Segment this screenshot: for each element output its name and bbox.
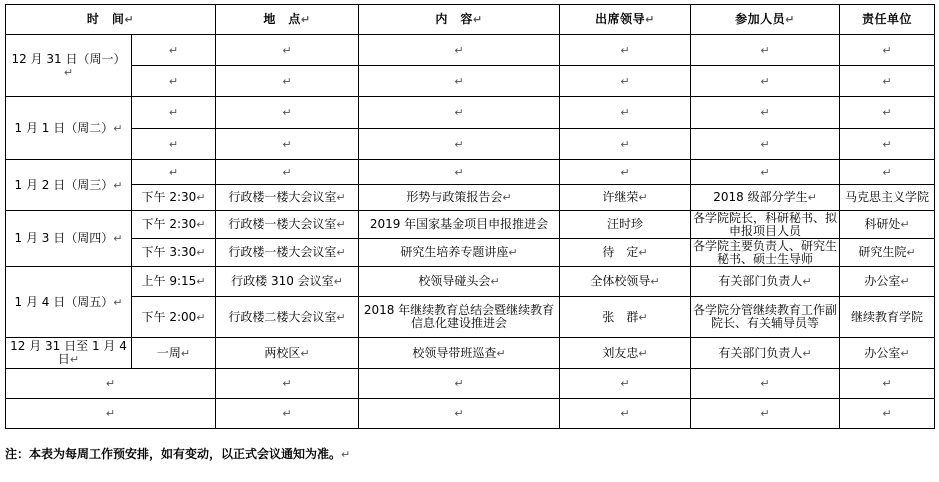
table-row: ↵ ↵ ↵ ↵ ↵ ↵ [6,369,935,399]
event-participants: 各学院院长，科研秘书、拟申报项目人员 [691,211,840,239]
event-content: 2018 年继续教育总结会暨继续教育信息化建设推进会 [359,297,560,338]
event-participants: 2018 级部分学生↵ [691,185,840,211]
table-row [6,338,935,369]
day-label: 1 月 1 日（周二）↵ [6,97,132,160]
event-participants: 各学院主要负责人、研究生秘书、硕士生导师 [691,239,840,267]
event-place: 行政楼一楼大会议室↵ [216,211,359,239]
table-row: ↵ ↵ ↵ ↵ ↵ ↵ [6,399,935,429]
header-content: 内 容↵ [359,5,560,35]
header-leader: 出席领导↵ [560,5,691,35]
event-unit: 办公室↵ [840,267,935,297]
table-row: 1 月 1 日（周二）↵ ↵ ↵ ↵ ↵ ↵ ↵ [6,97,935,129]
event-unit: 马克思主义学院 [840,185,935,211]
table-row: ↵ ↵ ↵ ↵ ↵ ↵ [6,129,935,160]
event-content: 形势与政策报告会↵ [359,185,560,211]
event-leader: 汪时珍 [560,211,691,239]
header-row [6,5,935,35]
event-participants: 有关部门负责人↵ [691,338,840,369]
event-time: 下午 2:00↵ [132,297,216,338]
event-unit: 研究生院↵ [840,239,935,267]
table-row [6,267,935,297]
table-row [6,297,935,338]
event-time: 上午 9:15↵ [132,267,216,297]
table-row [6,211,935,239]
event-place: 行政楼一楼大会议室↵ [216,239,359,267]
header-participants: 参加人员↵ [691,5,840,35]
table-row: ↵ ↵ ↵ ↵ ↵ ↵ [6,66,935,97]
event-place: 两校区↵ [216,338,359,369]
event-participants: 有关部门负责人↵ [691,267,840,297]
event-time: 下午 3:30↵ [132,239,216,267]
event-leader: 全体校领导↵ [560,267,691,297]
event-time: 下午 2:30↵ [132,185,216,211]
event-content: 2019 年国家基金项目申报推进会 [359,211,560,239]
event-place: 行政楼一楼大会议室↵ [216,185,359,211]
event-leader: 待 定↵ [560,239,691,267]
event-content: 研究生培养专题讲座↵ [359,239,560,267]
header-place: 地 点↵ [216,5,359,35]
table-row [6,239,935,267]
weekly-schedule-table [5,4,935,429]
event-place: 行政楼 310 会议室↵ [216,267,359,297]
event-content: 校领导带班巡查↵ [359,338,560,369]
event-unit: 继续教育学院 [840,297,935,338]
event-content: 校领导碰头会↵ [359,267,560,297]
event-time: 一周↵ [132,338,216,369]
event-leader: 刘友忠↵ [560,338,691,369]
event-leader: 张 群↵ [560,297,691,338]
day-label: 1 月 4 日（周五）↵ [6,267,132,338]
header-unit: 责任单位 [840,5,935,35]
event-unit: 科研处↵ [840,211,935,239]
day-label: 12 月 31 日（周一）↵ [6,35,132,97]
event-participants: 各学院分管继续教育工作副院长、有关辅导员等 [691,297,840,338]
footnote: 注：本表为每周工作预安排，如有变动，以正式会议通知为准。↵ [5,447,351,461]
event-time: 下午 2:30↵ [132,211,216,239]
table-row [6,185,935,211]
event-unit: 办公室↵ [840,338,935,369]
header-time: 时 间↵ [6,5,216,35]
day-label: 12 月 31 日至 1 月 4 日↵ [6,338,132,369]
event-place: 行政楼二楼大会议室↵ [216,297,359,338]
day-label: 1 月 2 日（周三）↵ [6,160,132,211]
day-label: 1 月 3 日（周四）↵ [6,211,132,267]
table-row: 12 月 31 日（周一）↵ ↵ ↵ ↵ ↵ ↵ ↵ [6,35,935,66]
event-leader: 许继荣↵ [560,185,691,211]
table-row: 1 月 2 日（周三）↵ ↵ ↵ ↵ ↵ ↵ ↵ [6,160,935,185]
